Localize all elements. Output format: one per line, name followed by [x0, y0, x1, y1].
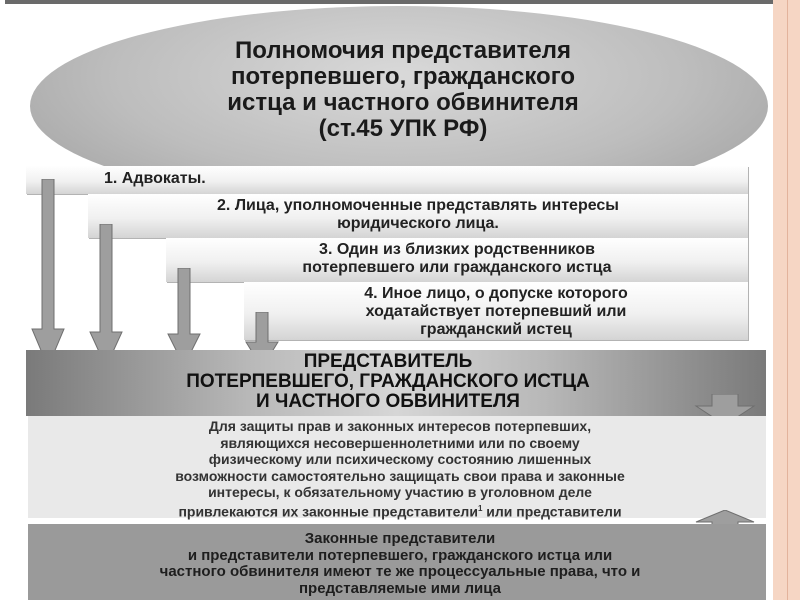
- banner-title: [68, 352, 708, 412]
- banner-line: И ЧАСТНОГО ОБВИНИТЕЛЯ: [256, 391, 520, 412]
- title: [103, 38, 703, 142]
- down-arrow-icon: [30, 179, 66, 369]
- decorative-side-stripe: [773, 0, 800, 600]
- title-line: Полномочия представителя: [235, 37, 571, 64]
- list-item-2: [88, 194, 748, 238]
- banner-line: ПРЕДСТАВИТЕЛЬ: [303, 351, 473, 372]
- conclusion-line: Законные представители: [304, 530, 496, 547]
- list-item-text: 4. Иное лицо, о допуске которого: [364, 285, 628, 302]
- list-item-text: ходатайствует потерпевший или: [365, 303, 627, 320]
- title-line: истца и частного обвинителя: [227, 89, 579, 116]
- footnote-mark: 1: [477, 503, 483, 513]
- info-line: интересы, к обязательному участию в уголовном деле: [208, 484, 592, 500]
- conclusion-text: [42, 531, 758, 597]
- title-line: потерпевшего, гражданского: [230, 63, 576, 90]
- banner-line: ПОТЕРПЕВШЕГО, ГРАЖДАНСКОГО ИСТЦА: [186, 371, 590, 392]
- list-item-text: юридического лица.: [337, 215, 499, 232]
- info-line-part: привлекаются их законные представители: [178, 503, 478, 520]
- list-item-4: [244, 282, 748, 340]
- info-line: Для защиты прав и законных интересов потерпевших,: [208, 418, 592, 434]
- info-line-part: или представители: [482, 503, 622, 520]
- info-line: [42, 501, 758, 520]
- info-line: являющихся несовершеннолетними или по своему: [220, 434, 580, 451]
- list-item-text: 1. Адвокаты.: [104, 170, 206, 187]
- list-item-text: 2. Лица, уполномоченные представлять интересы: [217, 197, 619, 214]
- info-line: возможности самостоятельно защищать свои права и законные: [175, 467, 625, 484]
- list-item-text: гражданский истец: [420, 321, 572, 338]
- conclusion-line: и представители потерпевшего, гражданского истца или: [187, 546, 613, 564]
- info-line: физическому или психическому состоянию лишенных: [208, 451, 592, 467]
- list-item-3: [166, 238, 748, 282]
- slide: [8, 4, 768, 598]
- info-text: [42, 418, 758, 520]
- conclusion-line: представляемые ими лица: [299, 579, 501, 597]
- side-stripe-line: [787, 0, 788, 600]
- down-arrow-icon: [88, 224, 124, 369]
- list-item-text: потерпевшего или гражданского истца: [302, 259, 612, 276]
- list-item-1: [26, 166, 748, 194]
- list-item-text: 3. Один из близких родственников: [319, 241, 595, 258]
- conclusion-line: частного обвинителя имеют те же процессуальные права, что и: [159, 563, 641, 580]
- title-line: (ст.45 УПК РФ): [318, 115, 488, 142]
